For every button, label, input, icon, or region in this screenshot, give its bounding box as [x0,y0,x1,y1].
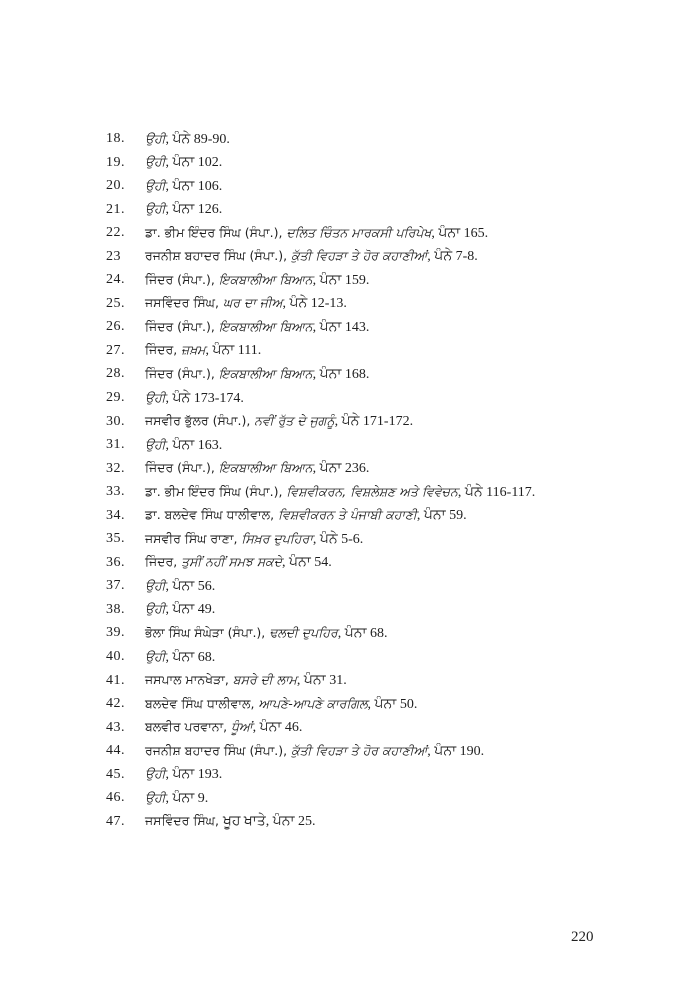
endnote-citation [145,668,347,693]
endnote-item [106,504,666,528]
citation-title: ਨਵੀਂ ਰੁੱਤ ਦੇ ਜੁਗਨੂੰ [254,413,335,429]
endnote-number: 46. [106,790,125,806]
citation-pages: , ਪੰਨੇ 12-13. [282,296,347,312]
citation-pages: , ਪੰਨਾ 168. [312,366,370,382]
citation-title: ਬਸਰੇ ਦੀ ਲਾਮ [232,672,297,688]
citation-title: ਢਲਦੀ ਦੁਪਹਿਰ [269,624,338,640]
citation-author: ਜਿੰਦਰ (ਸੰਪਾ.), [145,460,219,476]
endnote-number: 23 [106,248,121,264]
endnote-item [106,386,666,410]
citation-author: ਜਿੰਦਰ, [145,342,182,358]
endnote-citation [145,597,215,622]
endnote-citation [145,244,478,269]
citation-pages: , ਪੰਨੇ 89-90. [165,131,230,147]
citation-title: ਤੁਸੀਂ ਨਹੀਂ ਸਮਝ ਸਕਦੇ [181,554,282,570]
endnote-item [106,457,666,481]
endnote-item [106,763,666,787]
endnote-number: 45. [106,766,125,782]
endnote-citation [145,503,467,528]
endnote-citation [145,315,369,340]
endnote-citation [145,197,222,222]
endnote-item [106,292,666,316]
endnote-citation [145,480,535,505]
citation-author: ਜਿੰਦਰ (ਸੰਪਾ.), [145,271,219,287]
endnote-number: 32. [106,460,125,476]
endnote-item [106,551,666,575]
endnote-item [106,245,666,269]
endnote-number: 30. [106,413,125,429]
citation-pages: , ਪੰਨਾ 143. [312,319,370,335]
citation-pages: , ਪੰਨਾ 9. [165,790,209,806]
endnote-item [106,574,666,598]
citation-title: ਧੂੰਆਂ [231,719,253,735]
citation-title: ਇਕਬਾਲੀਆ ਬਿਆਨ [218,271,313,287]
citation-pages: , ਪੰਨਾ 193. [165,767,223,783]
citation-pages: , ਪੰਨਾ 46. [252,720,303,736]
citation-author: ਡਾ. ਬਲਦੇਵ ਸਿੰਘ ਧਾਲੀਵਾਲ, [145,507,279,523]
endnote-number: 39. [106,625,125,641]
citation-pages: , ਪੰਨਾ 111. [205,343,262,359]
endnote-number: 35. [106,531,125,547]
citation-pages: , ਪੰਨਾ 159. [312,272,370,288]
citation-author: ਜਸਵਿੰਦਰ ਸਿੰਘ, [145,295,223,311]
citation-title: ਕੁੱਤੀ ਵਿਹੜਾ ਤੇ ਹੋਰ ਕਹਾਣੀਆਂ [291,742,428,758]
endnote-item [106,410,666,434]
citation-title: ਵਿਸ਼ਵੀਕਰਨ ਤੇ ਪੰਜਾਬੀ ਕਹਾਣੀ [278,507,417,523]
endnote-item [106,339,666,363]
endnote-number: 47. [106,813,125,829]
citation-author: ਜਿੰਦਰ (ਸੰਪਾ.), [145,365,219,381]
endnote-number: 24. [106,272,125,288]
citation-author: ਬਲਵੀਰ ਪਰਵਾਨਾ, [145,719,232,735]
citation-pages: , ਪੰਨਾ 54. [281,555,332,571]
citation-title: ਜ਼ਖ਼ਮ [181,342,206,358]
endnote-item [106,198,666,222]
endnote-number: 28. [106,366,125,382]
endnote-item [106,692,666,716]
citation-author: ਜਸਵੀਰ ਭੁੱਲਰ (ਸੰਪਾ.), [145,413,255,429]
endnote-number: 25. [106,295,125,311]
endnote-number: 21. [106,201,125,217]
citation-pages: , ਪੰਨਾ 165. [431,225,489,241]
endnote-item [106,268,666,292]
endnote-citation [145,362,369,387]
endnote-item [106,433,666,457]
endnote-citation [145,786,208,811]
citation-pages: ਖੂਹ ਖਾਤੇ, ਪੰਨਾ 25. [222,814,316,830]
endnote-citation [145,715,302,740]
endnote-item [106,527,666,551]
endnote-citation [145,692,417,717]
citation-title: ਉਹੀ [145,389,166,405]
citation-pages: , ਪੰਨਾ 163. [165,437,223,453]
citation-pages: , ਪੰਨਾ 68. [165,649,216,665]
citation-author: ਰਜਨੀਸ਼ ਬਹਾਦਰ ਸਿੰਘ (ਸੰਪਾ.), [145,742,292,758]
citation-title: ਦਲਿਤ ਚਿੰਤਨ ਮਾਰਕਸੀ ਪਰਿਪੇਖ [286,224,432,240]
endnote-item [106,480,666,504]
endnote-number: 37. [106,578,125,594]
citation-pages: , ਪੰਨਾ 68. [337,625,388,641]
citation-title: ਉਹੀ [145,436,166,452]
citation-pages: , ਪੰਨੇ 5-6. [312,531,364,547]
citation-pages: , ਪੰਨਾ 50. [367,696,418,712]
endnote-citation [145,527,363,552]
endnote-citation [145,386,244,411]
citation-title: ਇਕਬਾਲੀਆ ਬਿਆਨ [218,365,313,381]
endnote-item [106,362,666,386]
endnotes-list [106,127,666,833]
endnote-number: 20. [106,178,125,194]
endnote-citation [145,409,413,434]
endnote-citation [145,550,332,575]
endnote-item [106,598,666,622]
endnote-number: 27. [106,342,125,358]
endnote-citation [145,291,347,316]
citation-author: ਜਸਵਿੰਦਰ ਸਿੰਘ, [145,813,223,829]
endnote-item [106,669,666,693]
citation-author: ਰਜਨੀਸ਼ ਬਹਾਦਰ ਸਿੰਘ (ਸੰਪਾ.), [145,248,292,264]
endnote-number: 41. [106,672,125,688]
endnote-citation [145,456,369,481]
citation-author: ਜਿੰਦਰ, [145,554,182,570]
citation-pages: , ਪੰਨਾ 56. [165,578,216,594]
endnote-number: 22. [106,225,125,241]
citation-pages: , ਪੰਨਾ 31. [296,673,347,689]
citation-pages: , ਪੰਨਾ 236. [312,461,370,477]
page-number: 220 [571,929,594,945]
endnote-item [106,645,666,669]
endnote-item [106,739,666,763]
citation-title: ਸਿਖ਼ਰ ਦੁਪਹਿਰਾ [241,530,313,546]
citation-title: ਇਕਬਾਲੀਆ ਬਿਆਨ [218,318,313,334]
citation-author: ਜਿੰਦਰ (ਸੰਪਾ.), [145,318,219,334]
citation-title: ਵਿਸ਼ਵੀਕਰਨ, ਵਿਸ਼ਲੇਸ਼ਣ ਅਤੇ ਵਿਵੇਚਨ [286,483,458,499]
endnote-number: 31. [106,437,125,453]
endnote-number: 29. [106,390,125,406]
citation-title: ਇਕਬਾਲੀਆ ਬਿਆਨ [218,460,313,476]
citation-title: ਉਹੀ [145,648,166,664]
citation-title: ਘਰ ਦਾ ਜੀਅ [222,295,283,311]
endnote-citation [145,150,222,175]
endnote-citation [145,809,316,834]
citation-title: ਉਹੀ [145,130,166,146]
citation-author: ਭੋਲਾ ਸਿੰਘ ਸੰਘੇੜਾ (ਸੰਪਾ.), [145,624,270,640]
citation-pages: , ਪੰਨੇ 7-8. [427,249,478,265]
endnote-number: 33. [106,484,125,500]
citation-pages: , ਪੰਨਾ 59. [416,508,467,524]
citation-title: ਉਹੀ [145,601,166,617]
endnote-citation [145,174,222,199]
citation-title: ਕੁੱਤੀ ਵਿਹੜਾ ਤੇ ਹੋਰ ਕਹਾਣੀਆਂ [291,248,428,264]
endnote-item [106,786,666,810]
citation-author: ਡਾ. ਭੀਮ ਇੰਦਰ ਸਿੰਘ (ਸੰਪਾ.), [145,224,287,240]
endnote-number: 34. [106,507,125,523]
endnote-item [106,621,666,645]
endnote-number: 38. [106,601,125,617]
citation-title: ਉਹੀ [145,154,166,170]
citation-pages: , ਪੰਨੇ 116-117. [457,484,536,500]
citation-author: ਡਾ. ਭੀਮ ਇੰਦਰ ਸਿੰਘ (ਸੰਪਾ.), [145,483,287,499]
endnote-item [106,810,666,834]
endnote-citation [145,268,369,293]
citation-pages: , ਪੰਨੇ 173-174. [165,390,244,406]
endnote-item [106,221,666,245]
citation-title: ਉਹੀ [145,789,166,805]
endnote-item [106,716,666,740]
citation-pages: , ਪੰਨਾ 190. [427,743,485,759]
endnote-citation [145,433,222,458]
citation-author: ਬਲਦੇਵ ਸਿੰਘ ਧਾਲੀਵਾਲ, [145,695,259,711]
endnote-citation [145,127,230,152]
endnote-citation [145,338,261,363]
endnote-number: 40. [106,649,125,665]
citation-author: ਜਸਪਾਲ ਮਾਨਖੇੜਾ, [145,672,233,688]
endnote-citation [145,574,215,599]
citation-pages: , ਪੰਨਾ 49. [165,602,216,618]
endnote-citation [145,221,488,246]
endnote-number: 26. [106,319,125,335]
citation-title: ਉਹੀ [145,177,166,193]
citation-title: ਉਹੀ [145,577,166,593]
endnote-number: 42. [106,696,125,712]
citation-title: ਉਹੀ [145,201,166,217]
endnote-citation [145,645,215,670]
endnote-number: 18. [106,131,125,146]
citation-pages: , ਪੰਨਾ 102. [165,155,223,171]
endnote-item [106,315,666,339]
endnote-item [106,151,666,175]
citation-pages: , ਪੰਨੇ 171-172. [334,414,414,430]
endnote-number: 43. [106,719,125,735]
endnote-number: 44. [106,743,125,759]
endnote-citation [145,739,484,764]
endnote-item [106,174,666,198]
citation-title: ਉਹੀ [145,766,166,782]
endnote-item [106,127,666,151]
endnote-citation [145,621,387,646]
citation-title: ਆਪਣੇ-ਆਪਣੇ ਕਾਰਗਿਲ [258,695,368,711]
citation-pages: , ਪੰਨਾ 126. [165,202,223,218]
endnote-number: 19. [106,154,125,170]
endnote-number: 36. [106,554,125,570]
endnote-citation [145,762,222,787]
citation-pages: , ਪੰਨਾ 106. [165,178,223,194]
citation-author: ਜਸਵੀਰ ਸਿੰਘ ਰਾਣਾ, [145,530,242,546]
